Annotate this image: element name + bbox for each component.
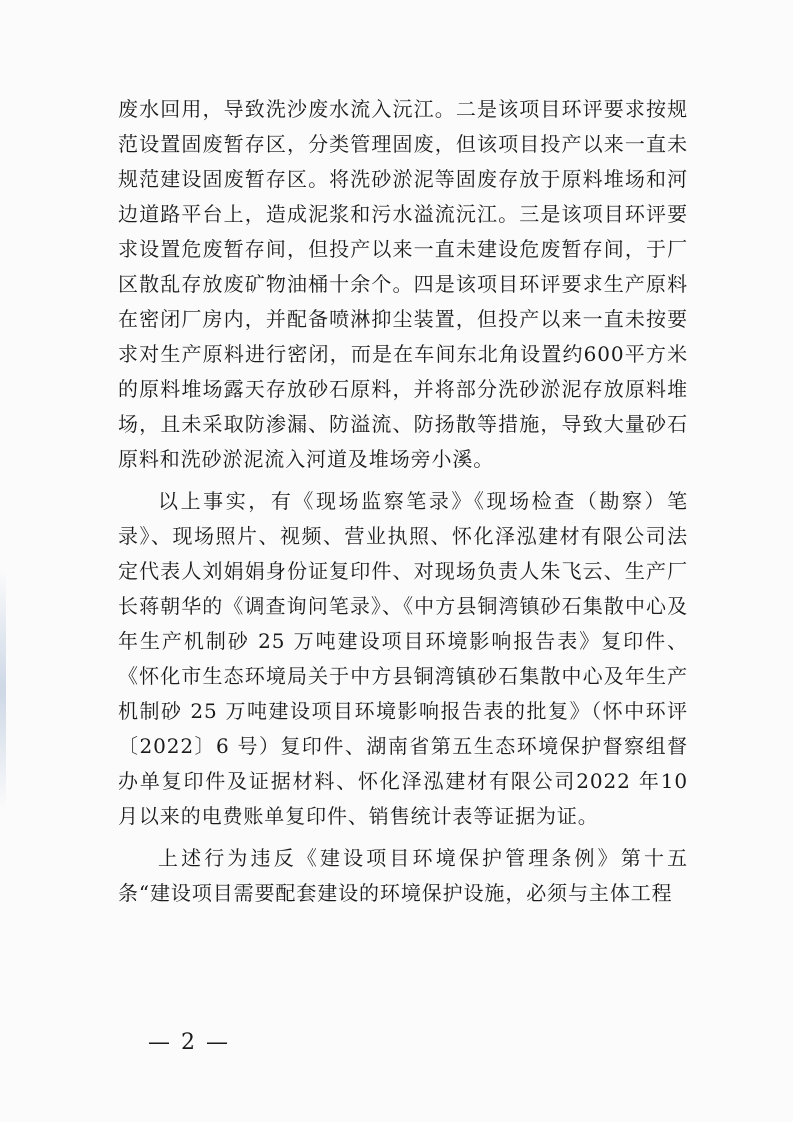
page-number: — 2 — bbox=[148, 1030, 230, 1055]
body-text bbox=[118, 92, 688, 911]
scan-edge-mark bbox=[0, 570, 6, 810]
paragraph-violation-details: 废水回用，导致洗沙废水流入沅江。二是该项目环评要求按规范设置固废暂存区，分类管理固废，但该项目投产以来一直未规范建设固废暂存区。将洗砂淤泥等固废存放于原料堆场和河边道路平台上，造成泥浆和污水溢流沅江。三是该项目环评要求设置危废暂存间，但投产以来一直未建设危废暂存间，于厂区散乱存放废矿物油桶十余个。四是该项目环评要求生产原料在密闭厂房内，并配备喷淋抑尘装置，但投产以来一直未按要求对生产原料进行密闭，而是在车间东北角设置约600平方米的原料堆场露天存放砂石原料，并将部分洗砂淤泥存放原料堆场，且未采取防渗漏、防溢流、防扬散等措施，导致大量砂石原料和洗砂淤泥流入河道及堆场旁小溪。 bbox=[118, 97, 688, 471]
paragraph-legal-basis: 上述行为违反《建设项目环境保护管理条例》第十五条“建设项目需要配套建设的环境保护设施，必须与主体工程 bbox=[118, 846, 688, 905]
paragraph-evidence: 以上事实，有《现场监察笔录》《现场检查（勘察）笔录》、现场照片、视频、营业执照、怀化泽泓建材有限公司法定代表人刘娟娟身份证复印件、对现场负责人朱飞云、生产厂长蒋朝华的《调查询问笔录》、《中方县铜湾镇砂石集散中心及年生产机制砂 25 万吨建设项目环境影响报告表》复印件、《怀化市生态环境局关于中方县铜湾镇砂石集散中心及年生产机制砂 25 万吨建设项目环境影响报告表的批复》（怀中环评〔2022〕6 号）复印件、湖南省第五生态环境保护督察组督办单复印件及证据材料、怀化泽泓建材有限公司2022 年10 月以来的电费账单复印件、销售统计表等证据为证。 bbox=[118, 489, 688, 828]
